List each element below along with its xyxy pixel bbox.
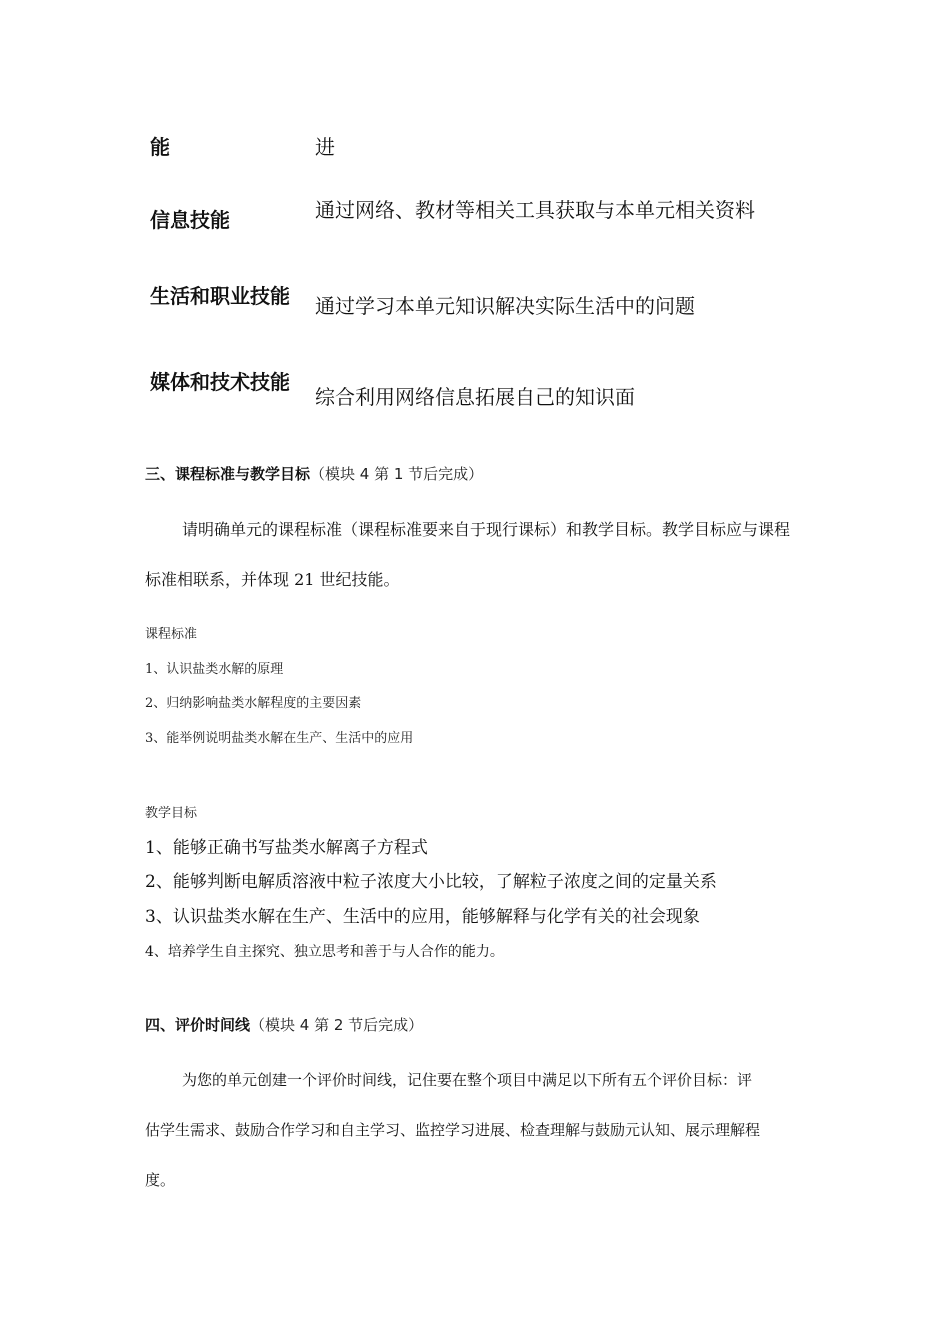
list-item: 2、归纳影响盐类水解程度的主要因素: [145, 696, 362, 711]
skill-desc: 通过学习本单元知识解决实际生活中的问题: [315, 294, 695, 318]
skill-desc: 进: [315, 135, 335, 159]
section-note: （模块 4 第 2 节后完成）: [250, 1016, 424, 1034]
section-title: 四、评价时间线: [145, 1016, 251, 1034]
list-item: 4、培养学生自主探究、独立思考和善于与人合作的能力。: [145, 944, 504, 960]
instruction-text: 标准相联系，并体现 21 世纪技能。: [145, 570, 400, 589]
goals-heading: 教学目标: [145, 806, 198, 821]
skill-label: 能: [150, 135, 170, 159]
instruction-text: 为您的单元创建一个评价时间线，记住要在整个项目中满足以下所有五个评价目标：评: [182, 1071, 753, 1089]
skill-desc: 综合利用网络信息拓展自己的知识面: [315, 385, 635, 409]
skill-label: 媒体和技术技能: [150, 370, 290, 394]
section-heading: [145, 464, 483, 484]
instruction-text: 请明确单元的课程标准（课程标准要来自于现行课标）和教学目标。教学目标应与课程: [182, 520, 791, 539]
list-item: 1、认识盐类水解的原理: [145, 662, 284, 677]
list-item: 3、能举例说明盐类水解在生产、生活中的应用: [145, 731, 414, 746]
list-item: 3、认识盐类水解在生产、生活中的应用，能够解释与化学有关的社会现象: [145, 907, 700, 927]
instruction-text: 度。: [145, 1171, 176, 1189]
list-item: 2、能够判断电解质溶液中粒子浓度大小比较，了解粒子浓度之间的定量关系: [145, 872, 717, 892]
standards-heading: 课程标准: [145, 627, 198, 642]
skill-desc: 通过网络、教材等相关工具获取与本单元相关资料: [315, 198, 755, 222]
list-item: 1、能够正确书写盐类水解离子方程式: [145, 838, 428, 858]
skill-label: 生活和职业技能: [150, 284, 290, 308]
section-note: （模块 4 第 1 节后完成）: [310, 465, 484, 483]
section-title: 三、课程标准与教学目标: [145, 465, 311, 483]
instruction-text: 估学生需求、鼓励合作学习和自主学习、监控学习进展、检查理解与鼓励元认知、展示理解程: [145, 1121, 761, 1139]
skill-label: 信息技能: [150, 208, 230, 232]
section-heading: [145, 1015, 423, 1035]
